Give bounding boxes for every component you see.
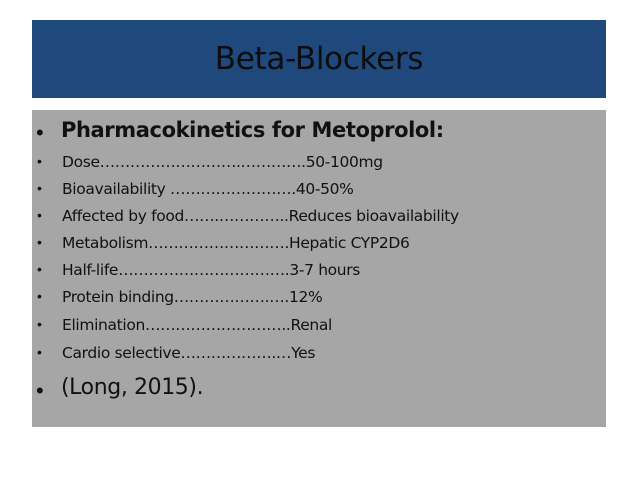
bullet-icon: • [37, 153, 42, 169]
list-item-text: Protein binding……………….….12% [62, 288, 323, 306]
content-box [32, 110, 606, 427]
list-item-text: Elimination………………………..Renal [62, 316, 332, 334]
bullet-icon: • [37, 344, 42, 360]
list-item-text: Cardio selective……………….…Yes [62, 344, 316, 362]
bullet-icon: • [36, 120, 44, 145]
list-item-text: Half-life…………………………….3-7 hours [62, 261, 361, 279]
list-item-text: Dose……………………….………….50-100mg [62, 153, 383, 171]
bullet-icon: • [37, 180, 42, 196]
heading-text: Pharmacokinetics for Metoprolol: [61, 118, 444, 142]
slide-title: Beta-Blockers [214, 41, 424, 77]
title-bar [32, 20, 606, 98]
bullet-icon: • [37, 207, 42, 223]
bullet-icon: • [37, 234, 42, 250]
citation-text: (Long, 2015). [61, 375, 204, 400]
list-item-text: Bioavailability …………………….40-50% [62, 180, 354, 198]
list-item-text: Metabolism……………………….Hepatic CYP2D6 [62, 234, 410, 252]
bullet-icon: • [37, 316, 42, 332]
bullet-icon: • [37, 261, 42, 277]
bullet-icon: • [37, 288, 42, 304]
bullet-icon: • [36, 378, 44, 403]
list-item-text: Affected by food…….…………..Reduces bioavailability [62, 207, 459, 225]
